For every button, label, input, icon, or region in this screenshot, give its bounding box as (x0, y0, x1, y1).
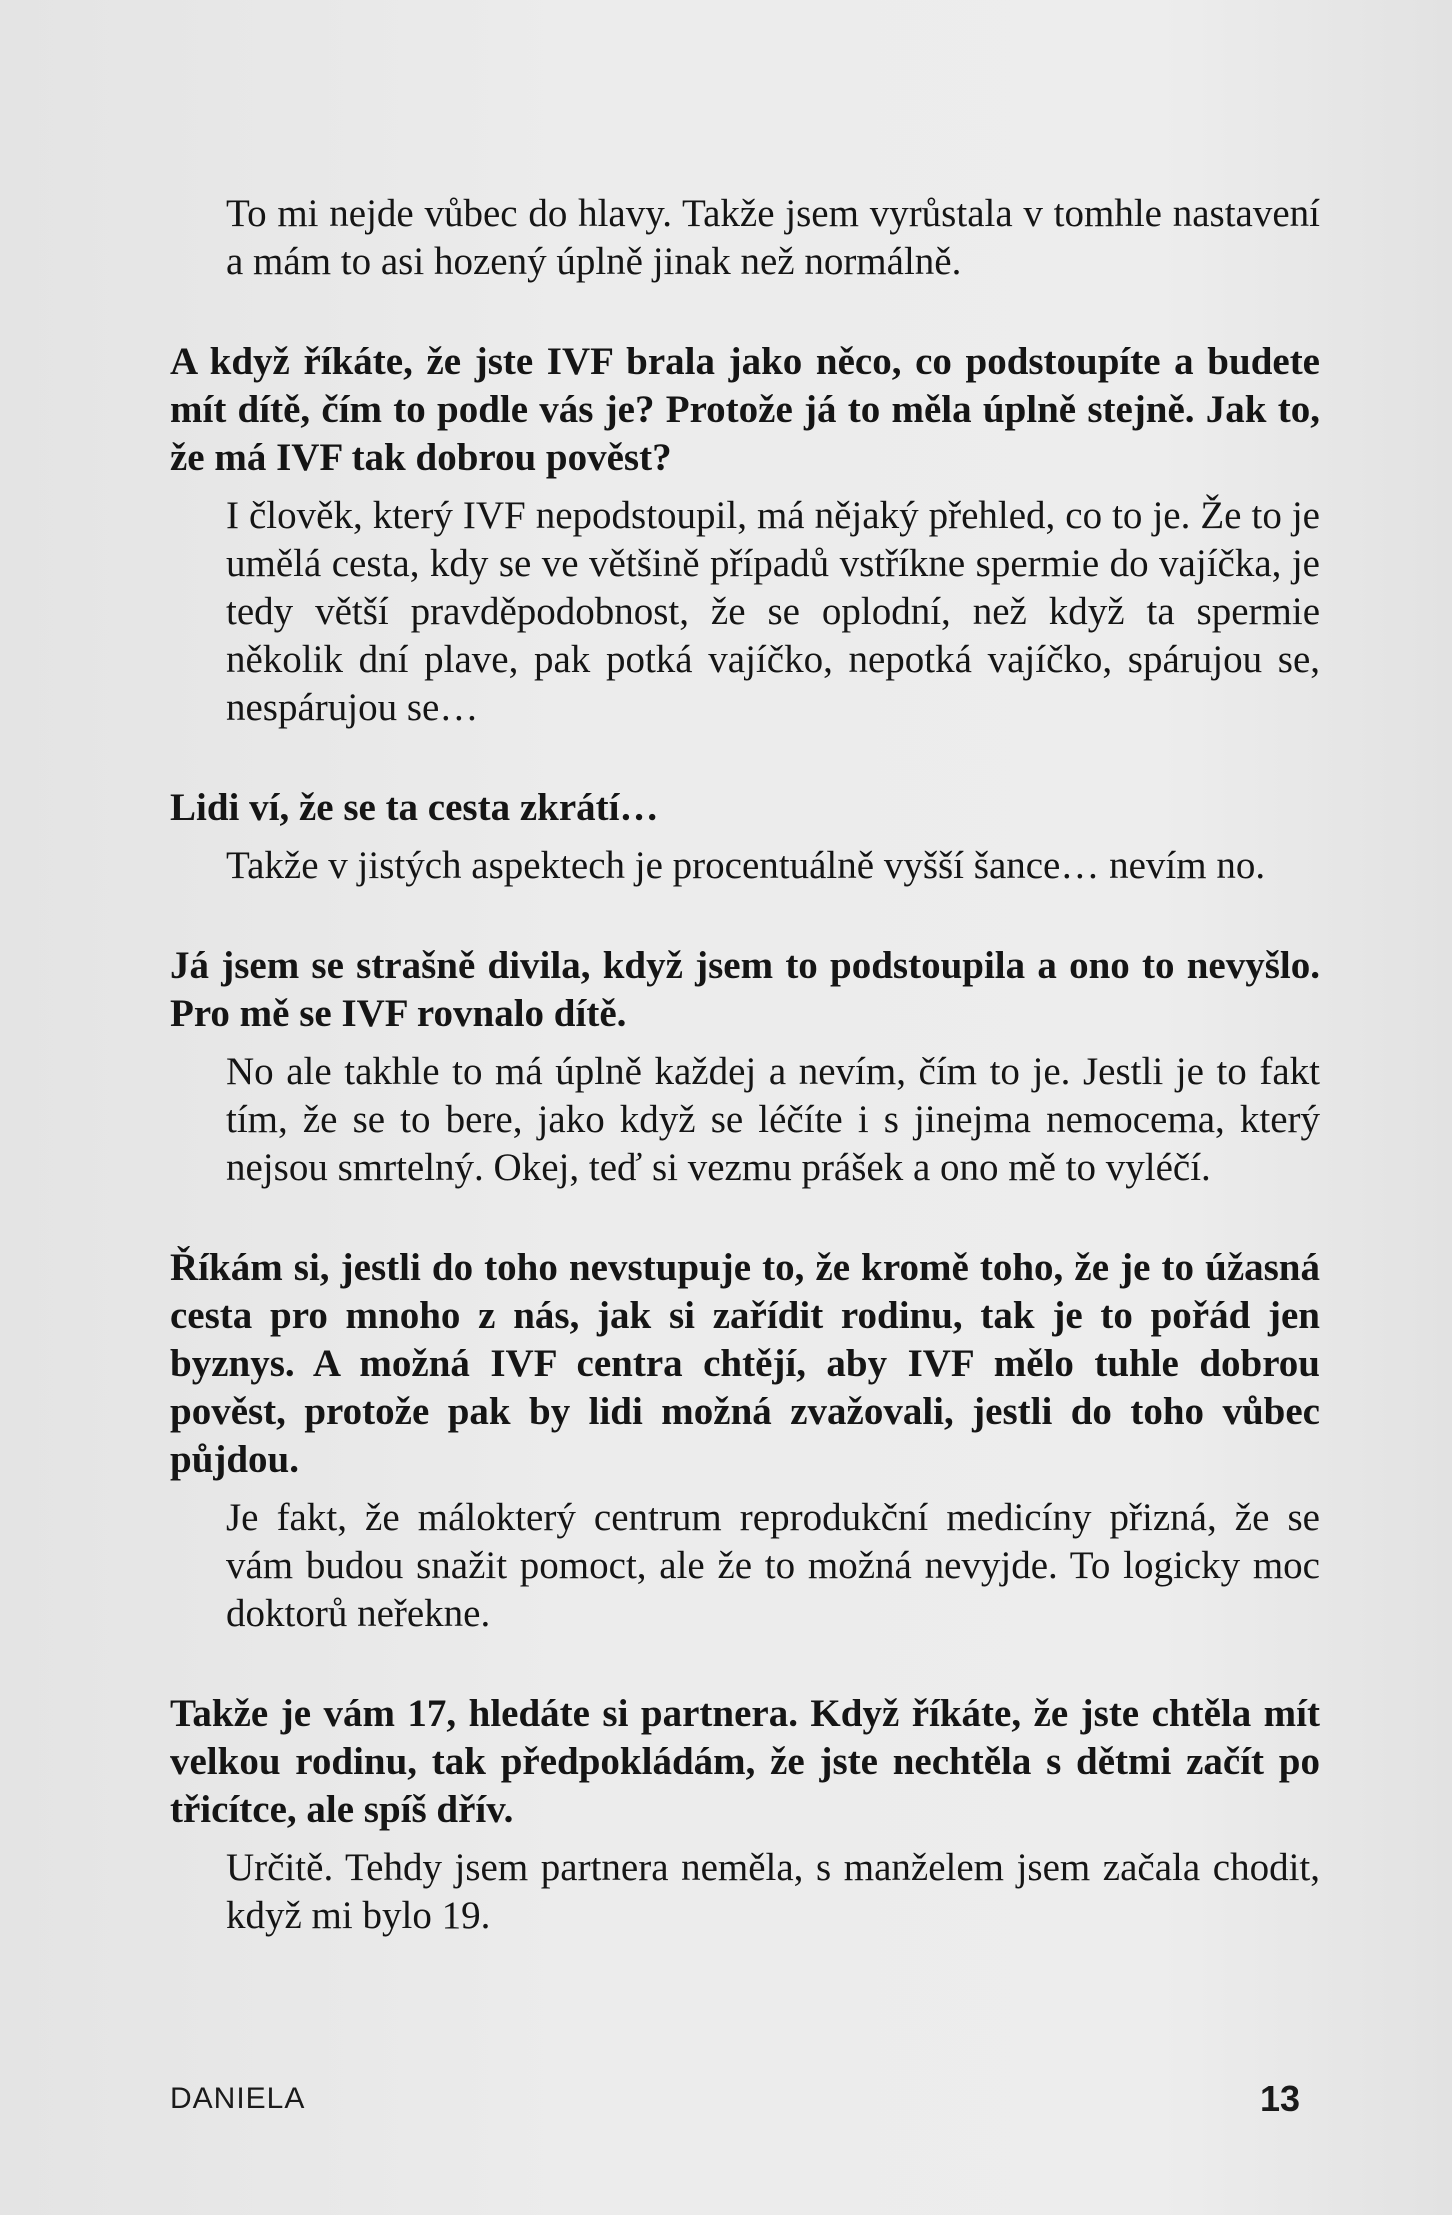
answer-paragraph: Takže v jistých aspektech je procentuálně vyšší šance… nevím no. (226, 844, 1266, 887)
chapter-name: DANIELA (170, 2082, 306, 2115)
answer-paragraph: To mi nejde vůbec do hlavy. Takže jsem vyrůstala v tomhle nastavení a mám to asi hozený úplně jinak než normálně. (226, 192, 1320, 283)
answer-paragraph: Určitě. Tehdy jsem partnera neměla, s manželem jsem začala chodit, když mi bylo 19. (226, 1846, 1320, 1937)
page-number: 13 (1259, 2078, 1300, 2119)
question-paragraph: Takže je vám 17, hledáte si partnera. Když říkáte, že jste chtěla mít velkou rodinu, tak předpokládám, že jste nechtěla s dětmi začít po třicítce, ale spíš dřív. (170, 1692, 1320, 1831)
question-paragraph: Říkám si, jestli do toho nevstupuje to, že kromě toho, že je to úžasná cesta pro mnoho z nás, jak si zařídit rodinu, tak je to pořád jen byznys. A možná IVF centra chtějí, aby IVF mělo tuhle dobrou pověst, protože pak by lidi možná zvažovali, jestli do toho vůbec půjdou. (170, 1246, 1320, 1481)
answer-paragraph: I člověk, který IVF nepodstoupil, má nějaký přehled, co to je. Že to je umělá cesta, kdy se ve většině případů vstříkne spermie do vajíčka, je tedy větší pravděpodobnost, že se oplodní, než když ta spermie několik dní plave, pak potká vajíčko, nepotká vajíčko, spárujou se, nespárujou se… (226, 494, 1320, 729)
answer-paragraph: Je fakt, že málokterý centrum reprodukční medicíny přizná, že se vám budou snažit pomoct, ale že to možná nevyjde. To logicky moc doktorů neřekne. (226, 1496, 1320, 1635)
question-paragraph: Lidi ví, že se ta cesta zkrátí… (170, 786, 659, 829)
answer-paragraph: No ale takhle to má úplně každej a nevím, čím to je. Jestli je to fakt tím, že se to bere, jako když se léčíte i s jinejma nemocema, který nejsou smrtelný. Okej, teď si vezmu prášek a ono mě to vyléčí. (226, 1050, 1320, 1189)
question-paragraph: A když říkáte, že jste IVF brala jako něco, co podstoupíte a budete mít dítě, čím to podle vás je? Protože já to měla úplně stejně. Jak to, že má IVF tak dobrou pověst? (170, 340, 1320, 479)
interview-text (170, 190, 1320, 1940)
question-paragraph: Já jsem se strašně divila, když jsem to podstoupila a ono to nevyšlo. Pro mě se IVF rovnalo dítě. (170, 944, 1320, 1035)
